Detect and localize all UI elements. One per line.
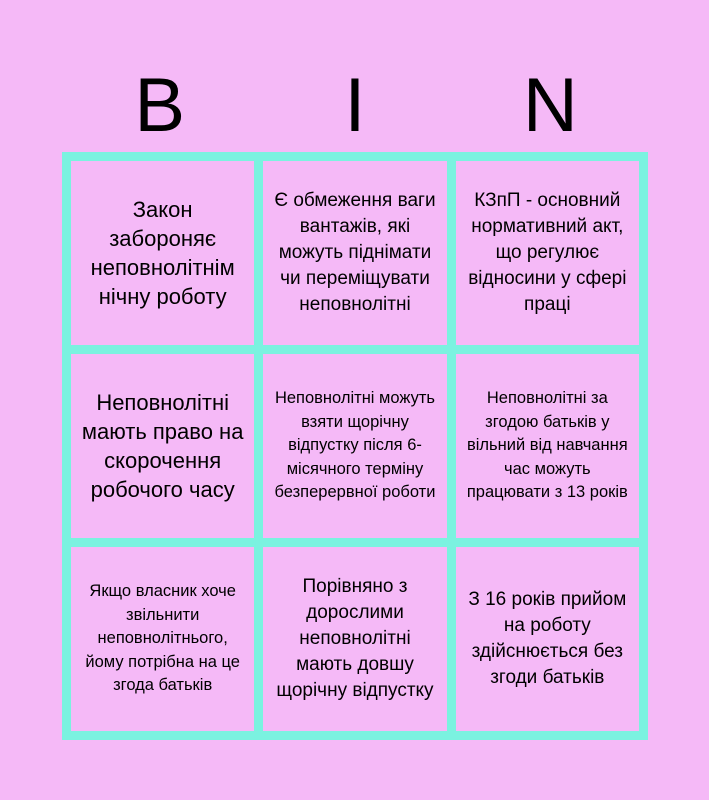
bingo-cell-5[interactable] [263, 354, 446, 538]
bingo-cell-text: Є обмеження ваги вантажів, які можуть піднімати чи переміщувати неповнолітні [274, 190, 436, 315]
bingo-cell-3[interactable] [456, 161, 639, 345]
bingo-cell-text: Якщо власник хоче звільнити неповнолітнього, йому потрібна на це згода батьків [85, 582, 240, 695]
bingo-cell-text: КЗпП - основний нормативний акт, що регулює відносини у сфері праці [468, 190, 627, 315]
bingo-cell-8[interactable] [263, 547, 446, 731]
bingo-cell-text: Неповнолітні мають право на скорочення робочого часу [81, 390, 244, 502]
bingo-header [62, 62, 648, 150]
bingo-board [62, 152, 648, 740]
bingo-cell-text: Порівняно з дорослими неповнолітні мають довшу щорічну відпустку [276, 576, 434, 701]
bingo-cell-text: З 16 років прийом на роботу здійснюється без згоди батьків [468, 589, 627, 688]
header-letter-n: N [522, 63, 578, 148]
header-letter-i: I [344, 63, 366, 148]
header-letter-b: B [134, 63, 186, 148]
bingo-cell-9[interactable] [456, 547, 639, 731]
bingo-cell-6[interactable] [456, 354, 639, 538]
bingo-cell-text: Закон забороняє неповнолітнім нічну роботу [90, 197, 235, 309]
bingo-cell-7[interactable] [71, 547, 254, 731]
bingo-cell-2[interactable] [263, 161, 446, 345]
bingo-cell-1[interactable] [71, 161, 254, 345]
bingo-cell-text: Неповнолітні за згодою батьків у вільний від навчання час можуть працювати з 13 років [466, 389, 628, 502]
bingo-cell-text: Неповнолітні можуть взяти щорічну відпустку після 6-місячного терміну безперервної роботи [274, 389, 436, 502]
bingo-cell-4[interactable] [71, 354, 254, 538]
